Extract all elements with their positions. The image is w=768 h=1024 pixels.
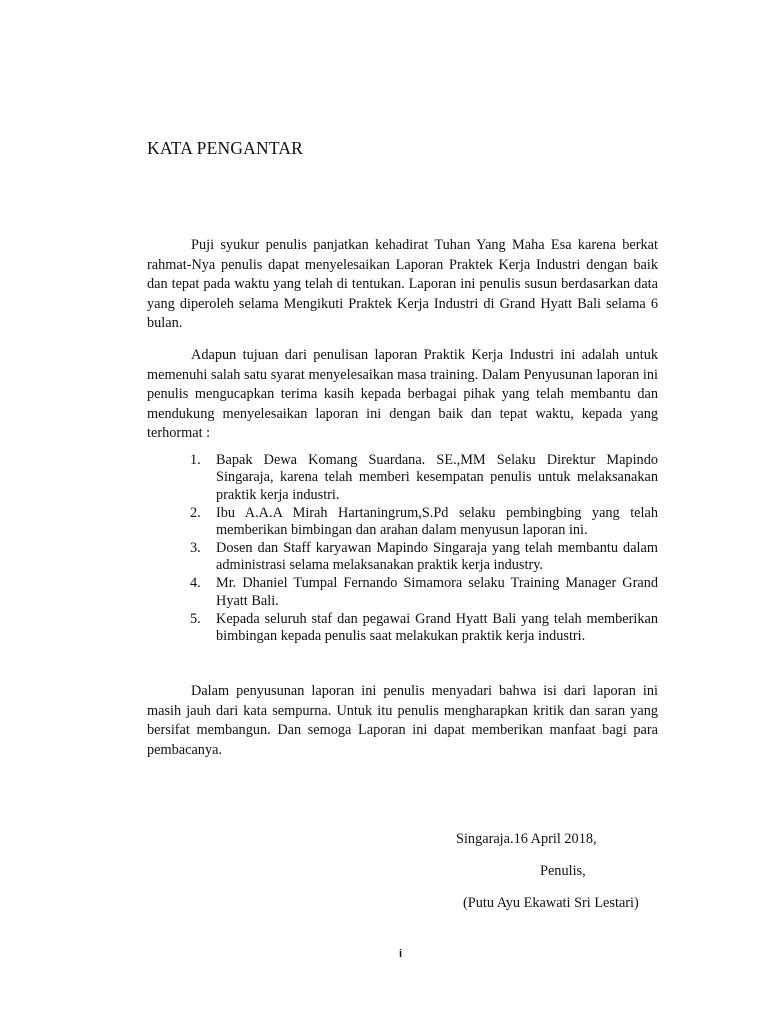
list-item-number: 2. bbox=[190, 504, 201, 521]
list-item-number: 4. bbox=[190, 575, 201, 592]
paragraph-purpose bbox=[147, 346, 658, 444]
list-item-text: Kepada seluruh staf dan pegawai Grand Hyatt Bali yang telah memberikan bimbingan kepada penulis saat melakukan praktik kerja industri. bbox=[216, 610, 658, 645]
list-item bbox=[190, 540, 658, 575]
author-name: (Putu Ayu Ekawati Sri Lestari) bbox=[463, 895, 639, 911]
list-item bbox=[190, 611, 658, 646]
list-item-text: Bapak Dewa Komang Suardana. SE.,MM Selaku Direktur Mapindo Singaraja, karena telah memberi kesempatan penulis untuk melaksanakan praktik kerja industri. bbox=[216, 452, 658, 503]
list-item bbox=[190, 452, 658, 504]
list-item-number: 5. bbox=[190, 610, 201, 627]
acknowledgement-list bbox=[190, 452, 658, 646]
place-date: Singaraja.16 April 2018, bbox=[456, 831, 597, 847]
list-item-text: Ibu A.A.A Mirah Hartaningrum,S.Pd selaku pembingbing yang telah memberikan bimbingan dan arahan dalam menyusun laporan ini. bbox=[216, 504, 658, 539]
list-item-text: Mr. Dhaniel Tumpal Fernando Simamora selaku Training Manager Grand Hyatt Bali. bbox=[216, 575, 658, 609]
list-item-number: 3. bbox=[190, 540, 201, 557]
list-item-number: 1. bbox=[190, 452, 201, 468]
list-item bbox=[190, 505, 658, 540]
page-number: i bbox=[399, 948, 403, 960]
paragraph-closing bbox=[147, 682, 658, 760]
list-item bbox=[190, 575, 658, 610]
page-title: KATA PENGANTAR bbox=[147, 138, 304, 158]
paragraph-intro bbox=[147, 236, 658, 334]
paragraph-text: Adapun tujuan dari penulisan laporan Praktik Kerja Industri ini adalah untuk memenuhi salah satu syarat menyelesaikan masa training. Dalam Penyusunan laporan ini penulis mengucapkan terima kasih kepada berbagai pihak yang telah membantu dan mendukung menyelesaikan laporan ini dengan baik dan tepat waktu, kepada yang terhormat : bbox=[147, 347, 658, 442]
list-item-text: Dosen dan Staff karyawan Mapindo Singaraja yang telah membantu dalam administrasi selama melaksanakan praktik kerja industry. bbox=[216, 540, 658, 574]
paragraph-text: Puji syukur penulis panjatkan kehadirat Tuhan Yang Maha Esa karena berkat rahmat-Nya penulis dapat menyelesaikan Laporan Praktek Kerja Industri dengan baik dan tepat pada waktu yang telah di tentukan. Laporan ini penulis susun berdasarkan data yang diperoleh selama Mengikuti Praktek Kerja Industri di Grand Hyatt Bali selama 6 bulan. bbox=[147, 237, 658, 332]
author-label: Penulis, bbox=[540, 863, 586, 879]
paragraph-text: Dalam penyusunan laporan ini penulis menyadari bahwa isi dari laporan ini masih jauh dari kata sempurna. Untuk itu penulis mengharapkan kritik dan saran yang bersifat membangun. Dan semoga Laporan ini dapat memberikan manfaat bagi para pembacanya. bbox=[147, 683, 658, 758]
